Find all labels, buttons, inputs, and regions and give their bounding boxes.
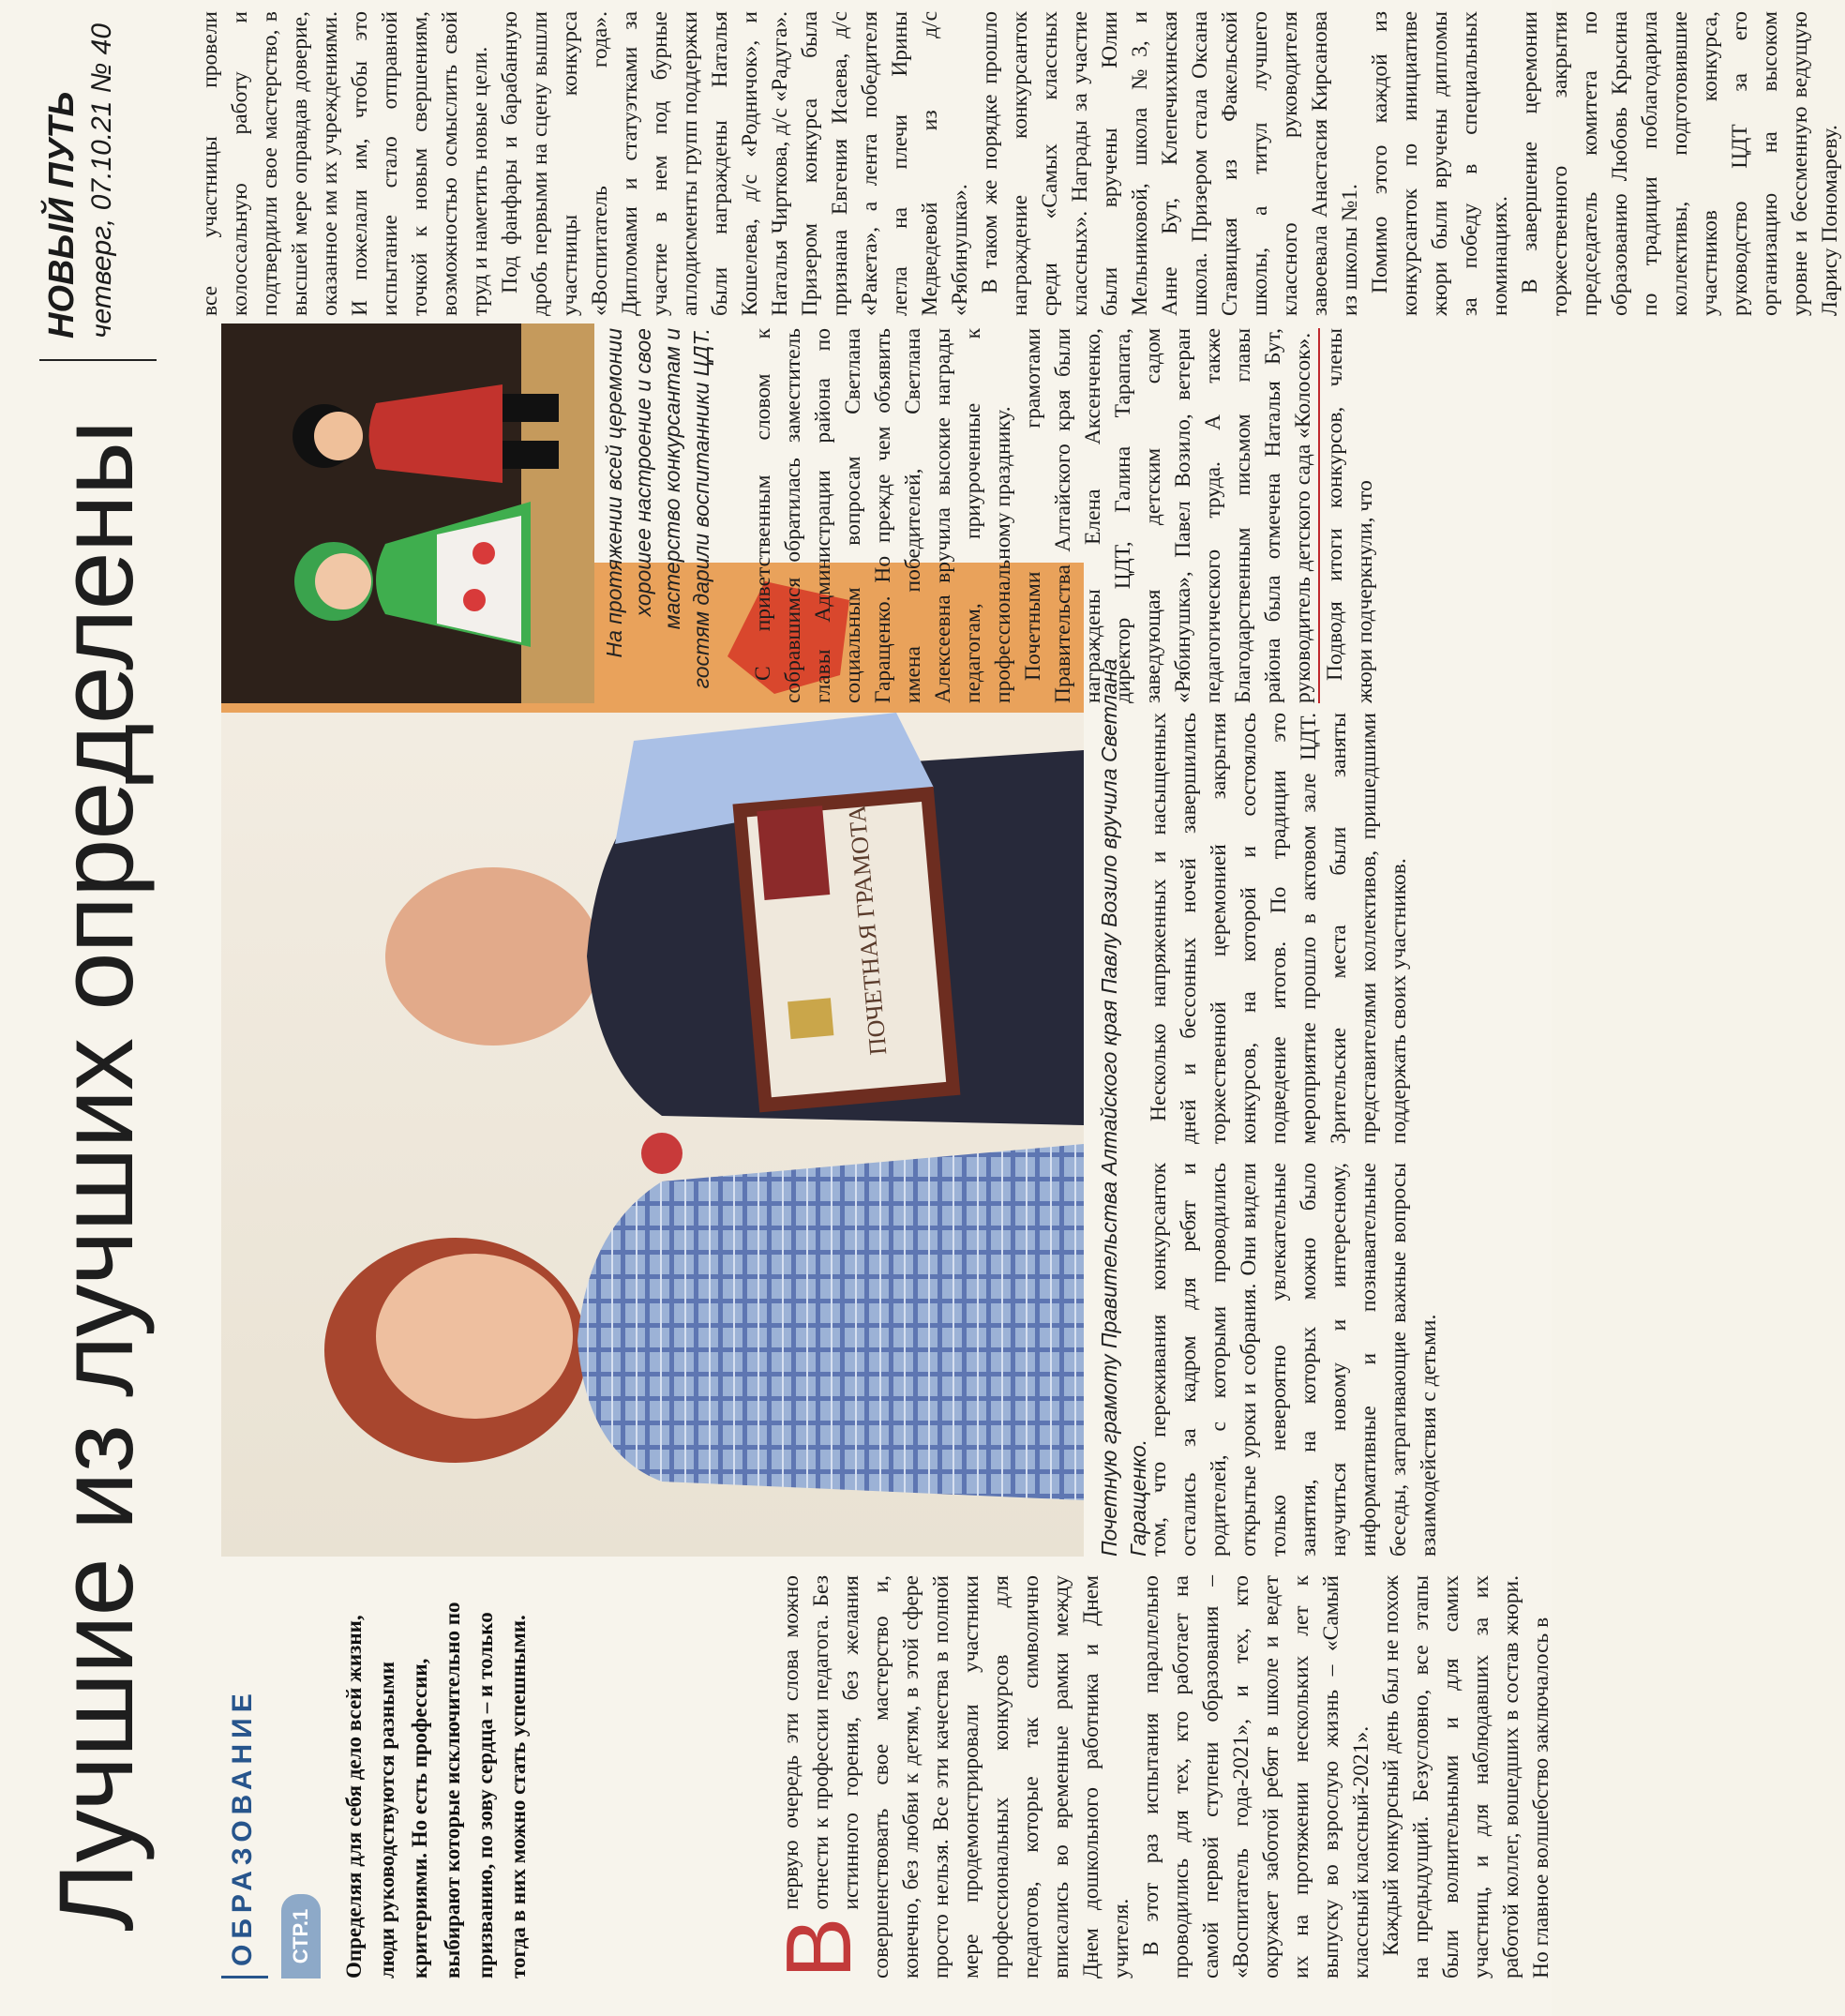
- article-paragraph: В завершение церемонии торжественного закрытия председатель комитета по образованию Любовь Крысина по традиции поблагодарила коллективы, подготовившие участников конкурса, руководство ЦДТ за его организацию на высоком уровне и бессменную ведущую Ларису Пономареву.: [1518, 11, 1842, 316]
- dance-photo: [221, 323, 594, 703]
- article-paragraph: Каждый конкурсный день был не похож на предыдущий. Безусловно, все этапы были волнительными и для самих участниц, и для наблюдавших за их работой коллег, вошедших в состав жюри. Но главное волшебство заключалось в: [1379, 1575, 1553, 1978]
- article-paragraph: Подводя итоги конкурсов, члены жюри подчеркнули, что: [1323, 328, 1377, 703]
- article-column-1: [767, 1575, 1553, 1978]
- newspaper-name: НОВЫЙ ПУТЬ: [42, 91, 82, 339]
- section-rubric: ОБРАЗОВАНИЕ: [221, 1585, 268, 1978]
- article-paragraph: В таком же порядке прошло награждение конкурсанток среди «Самых классных классных». Награды за участие были вручены Юлии Мельниковой, школа №3, и Анне Бут, Клепечихинская школа. Призером стала Оксана Ставицкая из Факельской школы, а титул лучшего классного руководителя завоевала Анастасия Кирсанова из школы №1.: [978, 11, 1362, 316]
- award-photo-illustration: [221, 563, 1084, 1557]
- article-paragraph: все участницы провели колоссальную работу и подтвердили свое мастерство, в высшей мере оправдав доверие, оказанное им их учреждениями. И пожелали им, чтобы это испытание стало отправной точкой к новым свершениям, возможностью осмыслить свой труд и наметить новые цели.: [198, 11, 492, 316]
- dance-photo-illustration: [221, 323, 594, 703]
- article-column-3: [1144, 713, 1547, 1144]
- dance-photo-caption: На протяжении всей церемонии хорошее настроение и свое мастерство конкурсантам и гостям дарили воспитанники ЦДТ.: [602, 328, 713, 689]
- award-photo: [221, 563, 1084, 1557]
- article-paragraph: первую очередь эти слова можно отнести к профессии педагога. Без истинного горения, без желания совершенствовать свое мастерство и, конечно, без любви к детям, в этой сфере просто нельзя. Все эти качества в полной мере продемонстрировали участники профессиональных конкурсов для педагогов, которые так символично вписались во временные рамки между Днем дошкольного работника и Днем учителя.: [779, 1575, 1133, 1978]
- article-column-5: [195, 11, 1842, 316]
- article-column-4: [748, 328, 1545, 703]
- award-photo-caption: Почетную грамоту Правительства Алтайского края Павлу Возило вручила Светлана Гаращенко.: [1097, 658, 1150, 1557]
- article-paragraph: Под фанфары и барабанную дробь первыми на сцену вышли участницы конкурса «Воспитатель года». Дипломами и статуэтками за участие в нем под бурные аплодисменты групп поддержки были награждены Наталья Кошелева, д/с «Родничок», и Наталья Чирткова, д/с «Радуга». Призером конкурса была признана Евгения Исаева, д/с «Ракета», а лента победителя легла на плечи Ирины Медведевой из д/с «Рябинушка».: [498, 11, 972, 316]
- issue-date: четверг, 07.10.21 № 40: [86, 23, 117, 339]
- drop-cap: В: [767, 1917, 870, 1978]
- article-paragraph: Почетными грамотами Правительства Алтайского края были награждены Елена Аксенченко, директор ЦДТ, Галина Тарапата, заведующая детским садом «Рябинушка», Павел Возило, ветеран педагогического труда. А также Благодарственным письмом главы района была отмечена Наталья Бут, руководитель детского сада «Колосок».: [1018, 328, 1320, 703]
- certificate-text: ПОЧЕТНАЯ ГРАМОТА: [843, 804, 892, 1057]
- article-paragraph: том, что переживания конкурсанток остались за кадром для ребят и родителей, с которыми проводились открытые уроки и собрания. Они видели только невероятно увлекательные занятия, на которых можно было научиться новому и интересному, информативные и познавательные беседы, затрагивающие важные вопросы взаимодействия с детьми.: [1147, 1163, 1441, 1557]
- newspaper-masthead: [39, 19, 157, 361]
- article-paragraph: В этот раз испытания параллельно проводились для тех, кто работает на самой первой ступени образования – «Воспитатель года-2021», и тех, кто окружает заботой ребят в школе и ведет их на протяжении нескольких лет к выпуску во взрослую жизнь – «Самый классный классный-2021».: [1139, 1575, 1373, 1978]
- headline: Лучшие из лучших определены: [38, 420, 155, 1932]
- lead-paragraph: Определяя для себя дело всей жизни, люди руководствуются разными критериями. Но есть профессии, выбирают которые исключительно по призванию, по зову сердца – и только тогда в них можно стать успешными.: [342, 1602, 530, 1978]
- article-paragraph: Несколько напряженных и насыщенных дней и бессонных ночей завершились торжественной церемонией закрытия конкурсов, на которой и состоялось подведение итогов. По традиции это мероприятие прошло в актовом зале ЦДТ. Зрительские места были заняты представителями коллективов, пришедшими поддержать своих участников.: [1147, 713, 1411, 1144]
- article-column-2: [1144, 1163, 1547, 1557]
- page-tag: СТР.1: [281, 1894, 321, 1978]
- article-paragraph: Помимо этого каждой из конкурсанток по инициативе жюри были вручены дипломы за победу в специальных номинациях.: [1368, 11, 1512, 316]
- article-paragraph: С приветственным словом к собравшимся обратилась заместитель главы Администрации района по социальным вопросам Светлана Гаращенко. Но прежде чем объявить имена победителей, Светлана Алексеевна вручила высокие награды педагогам, приуроченные к профессиональному празднику.: [751, 328, 1015, 703]
